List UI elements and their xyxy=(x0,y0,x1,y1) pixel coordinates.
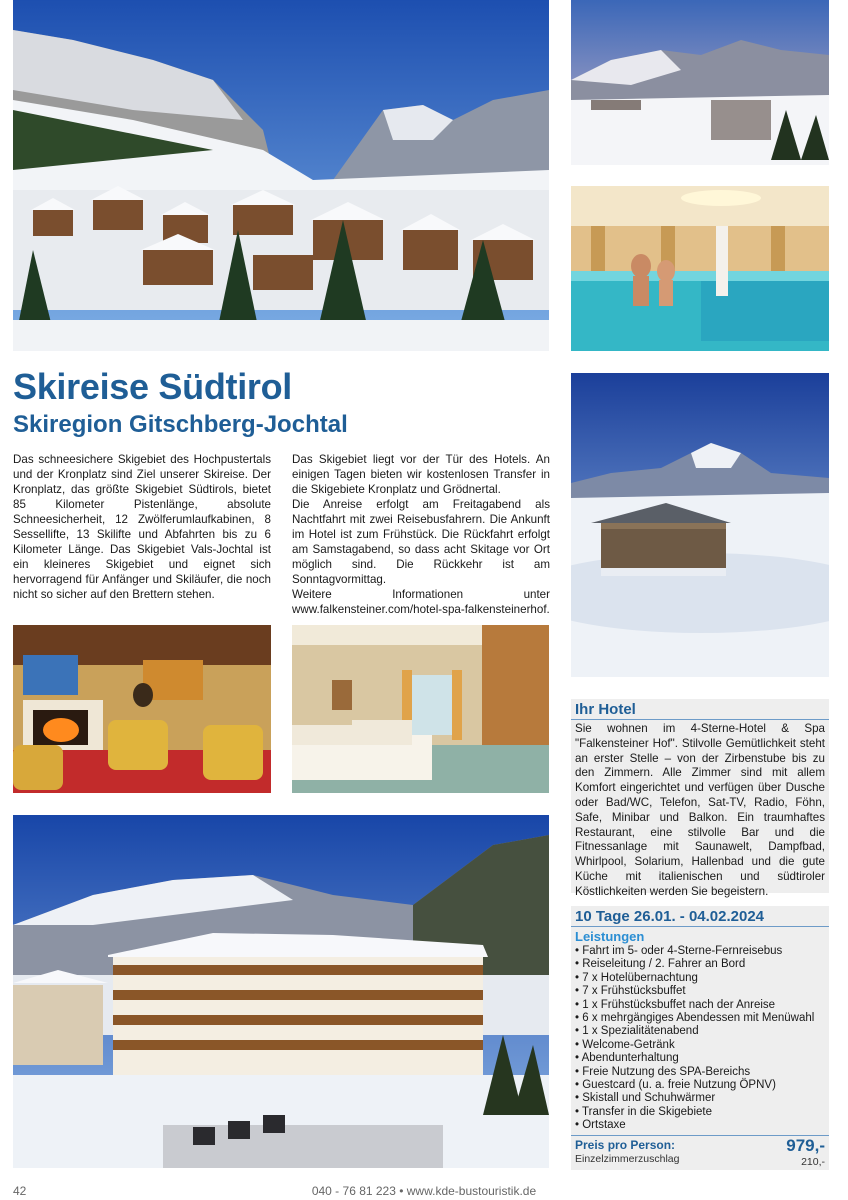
list-item: • Fahrt im 5- oder 4-Sterne-Fernreisebus xyxy=(575,945,825,958)
list-item: • Welcome-Getränk xyxy=(575,1039,825,1052)
footer-contact: 040 - 76 81 223 • www.kde-bustouristik.de xyxy=(311,1184,537,1198)
hotel-box-text: Sie wohnen im 4-Sterne-Hotel & Spa "Falkensteiner Hof". Stilvolle Gemütlichkeit steht an erster Stelle – von der Zirbenstube bis zu den Zimmern. Alle Zimmer sind mit allem Komfort eingerichtet und verfügen über Dusche oder Bad/WC, Telefon, Sat-TV, Radio, Föhn, Safe, Minibar und Balkon. Ein traumhaftes Restaurant, eine stilvolle Bar und die Fitnessanlage mit Saunawelt, Dampfbad, Whirlpool, Solarium, Hallenbad und die gute Küche mit italienischen und südtiroler Köstlichkeiten werden Sie begeistern. xyxy=(575,722,825,898)
list-item: • Ortstaxe xyxy=(575,1119,825,1132)
list-item: • 7 x Hotelübernachtung xyxy=(575,972,825,985)
body-text-transfer: Das Skigebiet liegt vor der Tür des Hotels. An einigen Tagen bieten wir kostenlosen Transfer in die Skigebiete Kronplatz und Grödnertal. xyxy=(292,453,550,496)
hotel-info-box xyxy=(571,699,829,898)
body-column-2 xyxy=(292,452,550,617)
list-item: • 1 x Frühstücksbuffet nach der Anreise xyxy=(575,999,825,1012)
photo-hotel-exterior xyxy=(13,815,549,1168)
page-title: Skireise Südtirol xyxy=(13,366,292,407)
list-item: • Abendunterhaltung xyxy=(575,1052,825,1065)
body-column-1 xyxy=(13,452,271,602)
leistungen-list xyxy=(571,945,829,1133)
hotel-box-title: Ihr Hotel xyxy=(571,699,829,720)
list-item: • Guestcard (u. a. freie Nutzung ÖPNV) xyxy=(575,1079,825,1092)
photo-hut-in-snow xyxy=(571,373,829,677)
list-item: • 1 x Spezialitätenabend xyxy=(575,1025,825,1038)
list-item: • 6 x mehrgängiges Abendessen mit Menüwahl xyxy=(575,1012,825,1025)
photo-mountain-panorama xyxy=(571,0,829,165)
price-row xyxy=(571,1135,829,1168)
trip-dates-title: 10 Tage 26.01. - 04.02.2024 xyxy=(571,906,829,927)
price-value: 979,- xyxy=(786,1136,825,1155)
price-label: Preis pro Person: xyxy=(575,1138,676,1152)
photo-village-mountains xyxy=(13,0,549,351)
photo-spa-pool xyxy=(571,186,829,351)
list-item: • 7 x Frühstücksbuffet xyxy=(575,985,825,998)
photo-lounge-fireplace xyxy=(13,625,271,793)
single-room-label: Einzelzimmerzuschlag xyxy=(575,1153,680,1165)
single-room-price: 210,- xyxy=(801,1156,825,1168)
leistungen-heading: Leistungen xyxy=(575,929,645,944)
list-item: • Reiseleitung / 2. Fahrer an Bord xyxy=(575,958,825,971)
photo-hotel-room xyxy=(292,625,549,793)
page-subtitle: Skiregion Gitschberg-Jochtal xyxy=(13,411,348,438)
list-item: • Transfer in die Skigebiete xyxy=(575,1106,825,1119)
page-number: 42 xyxy=(13,1184,27,1198)
body-text-ski-area: Das schneesichere Skigebiet des Hochpustertals und der Kronplatz sind Ziel unserer Skireise. Der Kronplatz, das größte Skigebiet Südtirols, bietet 85 Kilometer Pistenlänge, absolute Schneesicherheit, 12 Zwölferumlaufkabinen, 8 Sessellifte, 13 Skilifte und Abfahrten bis zu 6 Kilometer Länge. Das Skigebiet Vals-Jochtal ist ein kleineres Skigebiet und eignet sich hervorragend für Anfänger und Skiläufer, die noch nicht so sicher auf den Brettern stehen. xyxy=(13,453,271,601)
body-text-more-info: Weitere Informationen unter www.falkensteiner.com/hotel-spa-falkensteinerhof. xyxy=(292,588,550,616)
trip-info-box xyxy=(571,906,829,1170)
list-item: • Freie Nutzung des SPA-Bereichs xyxy=(575,1066,825,1079)
body-text-travel: Die Anreise erfolgt am Freitagabend als Nachtfahrt mit zwei Reisebusfahrern. Die Ankunft im Hotel ist zum Frühstück. Die Rückfahrt erfolgt am Samstagabend, so dass acht Skitage vor Ort möglich sind. Die Rückkehr ist am Sonntagvormittag. xyxy=(292,498,550,586)
list-item: • Skistall und Schuhwärmer xyxy=(575,1092,825,1105)
